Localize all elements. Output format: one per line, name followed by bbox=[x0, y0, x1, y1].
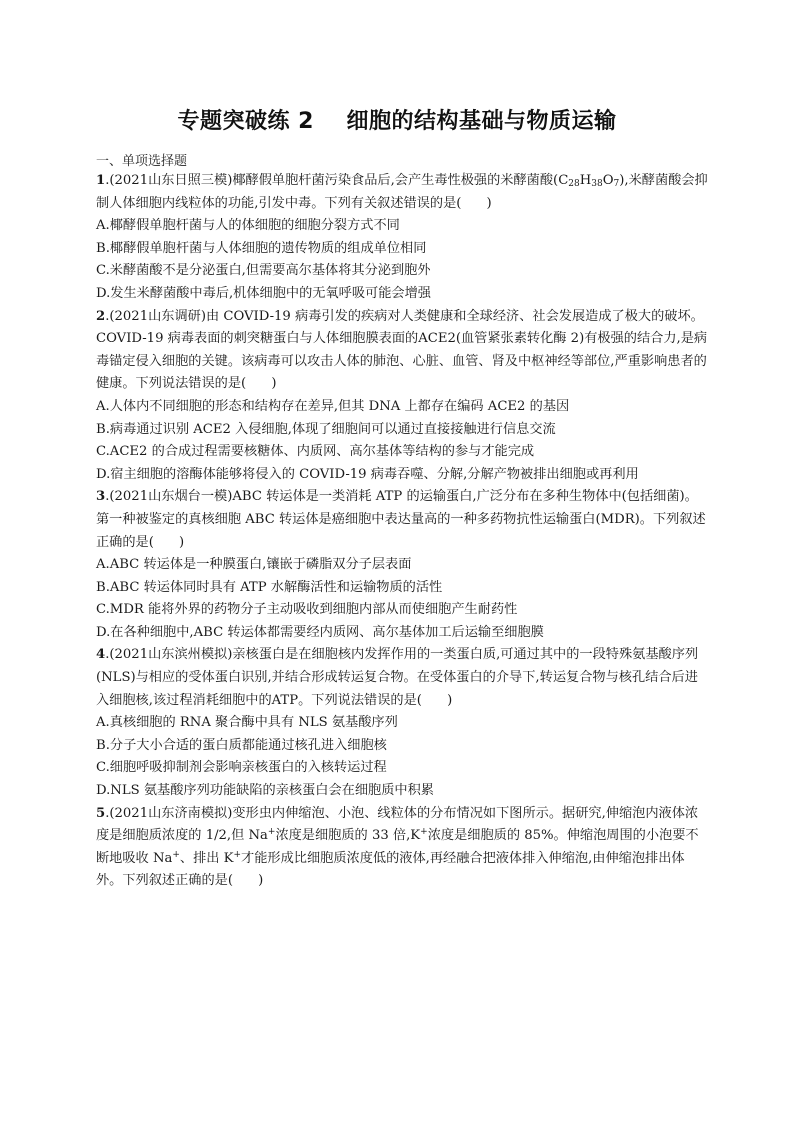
formula-subscript: 38 bbox=[591, 179, 603, 189]
question-number: 4 bbox=[96, 647, 106, 663]
answer-blank: ) bbox=[421, 692, 453, 708]
question-4 bbox=[96, 644, 708, 712]
option-d: D.发生米酵菌酸中毒后,机体细胞中的无氧呼吸可能会增强 bbox=[96, 285, 431, 301]
question-stem: .(2021山东济南模拟)变形虫内伸缩泡、小泡、线粒体的分布情况如下图所示。据研究,伸缩泡内液体浓度是细胞质浓度的 1/2,但 Na bbox=[96, 805, 699, 844]
answer-blank: ) bbox=[233, 873, 264, 889]
option-a: A.椰酵假单胞杆菌与人的体细胞的细胞分裂方式不同 bbox=[96, 218, 400, 234]
option-b: B.分子大小合适的蛋白质都能通过核孔进入细胞核 bbox=[96, 737, 387, 753]
formula-subscript: 28 bbox=[568, 179, 580, 189]
question-stem: .(2021山东调研)由 COVID-19 病毒引发的疾病对人类健康和全球经济、社会发展造成了极大的破坏。COVID-19 病毒表面的刺突糖蛋白与人体细胞膜表面的ACE2(血管紧张素转化酶 2)有极强的结合力,是病毒锚定侵入细胞的关键。该病毒可以攻击人体的肺泡、心脏、血管、肾及中枢神经等部位,严重影响患者的健康。下列说法错误的是( bbox=[96, 308, 708, 392]
option-d: D.在各种细胞中,ABC 转运体都需要经内质网、高尔基体加工后运输至细胞膜 bbox=[96, 624, 544, 640]
ion-charge: + bbox=[172, 849, 180, 860]
question-stem: H bbox=[579, 173, 592, 188]
question-stem: 浓度是细胞质的 85%。伸缩泡周围的小泡要不断地吸收 Na bbox=[96, 828, 699, 866]
option-d: D.宿主细胞的溶酶体能够将侵入的 COVID-19 病毒吞噬、分解,分解产物被排出细胞或再利用 bbox=[96, 466, 639, 482]
option-c: C.米酵菌酸不是分泌蛋白,但需要高尔基体将其分泌到胞外 bbox=[96, 263, 431, 279]
question-list bbox=[96, 170, 708, 893]
question-1 bbox=[96, 170, 708, 215]
question-5 bbox=[96, 803, 708, 893]
question-stem: ),米酵菌酸会抑制人体细胞内线粒体的功能,引发中毒。下列有关叙述错误的是( bbox=[96, 173, 708, 211]
question-number: 5 bbox=[96, 805, 106, 821]
question-stem: .(2021山东滨州模拟)亲核蛋白是在细胞核内发挥作用的一类蛋白质,可通过其中的一段特殊氨基酸序列(NLS)与相应的受体蛋白识别,并结合形成转运复合物。在受体蛋白的介导下,转运复合物与核孔结合后进入细胞核,该过程消耗细胞中的ATP。下列说法错误的是( bbox=[96, 647, 699, 708]
option-b: B.病毒通过识别 ACE2 入侵细胞,体现了细胞间可以通过直接接触进行信息交流 bbox=[96, 421, 556, 437]
option-d: D.NLS 氨基酸序列功能缺陷的亲核蛋白会在细胞质中积累 bbox=[96, 783, 434, 799]
question-number: 1 bbox=[96, 173, 106, 188]
option-c: C.MDR 能将外界的药物分子主动吸收到细胞内部从而使细胞产生耐药性 bbox=[96, 602, 518, 618]
section-heading: 一、单项选择题 bbox=[96, 154, 188, 169]
question-stem: 浓度是细胞质的 33 倍,K bbox=[275, 828, 421, 844]
answer-blank: ) bbox=[246, 376, 277, 392]
option-c: C.ACE2 的合成过程需要核糖体、内质网、高尔基体等结构的参与才能完成 bbox=[96, 444, 535, 460]
option-c: C.细胞呼吸抑制剂会影响亲核蛋白的入核转运过程 bbox=[96, 760, 387, 776]
question-stem: O bbox=[602, 173, 614, 188]
question-2 bbox=[96, 306, 708, 396]
option-a: A.ABC 转运体是一种膜蛋白,镶嵌于磷脂双分子层表面 bbox=[96, 557, 412, 573]
question-number: 3 bbox=[96, 489, 106, 505]
ion-charge: + bbox=[267, 827, 276, 838]
option-a: A.人体内不同细胞的形态和结构存在差异,但其 DNA 上都存在编码 ACE2 的基因 bbox=[96, 398, 570, 414]
question-stem: .(2021山东日照三模)椰酵假单胞杆菌污染食品后,会产生毒性极强的米酵菌酸(C bbox=[105, 173, 569, 188]
page-title: 专题突破练 2 细胞的结构基础与物质运输 bbox=[177, 109, 617, 134]
question-stem: .(2021山东烟台一模)ABC 转运体是一类消耗 ATP 的运输蛋白,广泛分布在多种生物体中(包括细菌)。第一种被鉴定的真核细胞 ABC 转运体是癌细胞中表达量高的一种多药物抗性运输蛋白(MDR)。下列叙述正确的是( bbox=[96, 489, 706, 550]
question-stem: 才能形成比细胞质浓度低的液体,再经融合把液体排入伸缩泡,由伸缩泡排出体外。下列叙述正确的是( bbox=[96, 850, 685, 889]
answer-blank: ) bbox=[461, 195, 492, 211]
option-b: B.椰酵假单胞杆菌与人体细胞的遗传物质的组成单位相同 bbox=[96, 240, 427, 256]
question-number: 2 bbox=[96, 308, 106, 324]
answer-blank: ) bbox=[153, 534, 185, 550]
option-a: A.真核细胞的 RNA 聚合酶中具有 NLS 氨基酸序列 bbox=[96, 715, 398, 731]
question-3 bbox=[96, 486, 708, 554]
formula-subscript: 7 bbox=[613, 179, 620, 189]
ion-charge: + bbox=[420, 827, 428, 838]
option-b: B.ABC 转运体同时具有 ATP 水解酶活性和运输物质的活性 bbox=[96, 579, 443, 595]
ion-charge: + bbox=[233, 849, 242, 860]
question-stem: 、排出 K bbox=[179, 850, 234, 866]
